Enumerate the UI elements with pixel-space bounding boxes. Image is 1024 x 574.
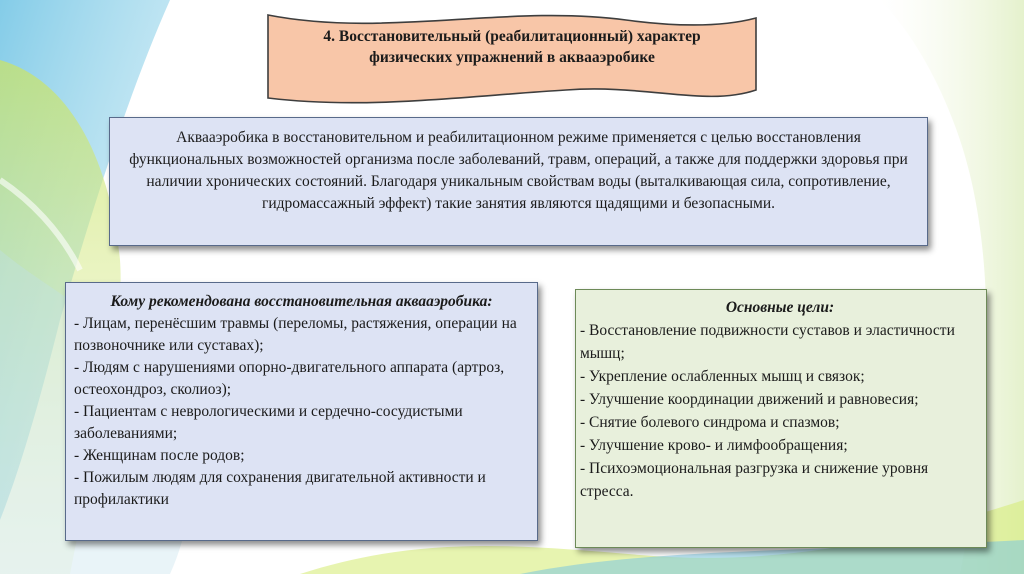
list-item: - Улучшение крово- и лимфообращения; [580,437,848,454]
list-item: - Пожилым людям для сохранения двигательной активности и профилактики [74,469,486,508]
list-item: - Снятие болевого синдрома и спазмов; [580,414,840,431]
list-item: - Улучшение координации движений и равновесия; [580,391,919,408]
goals-panel [575,289,987,548]
list-item: - Людям с нарушениями опорно-двигательного аппарата (артроз, остеохондроз, сколиоз); [74,359,505,398]
list-item: - Укрепление ослабленных мышц и связок; [580,368,865,385]
page-title: 4. Восстановительный (реабилитационный) характер физических упражнений в аквааэробике [323,28,701,66]
title-banner [266,12,758,110]
recommended-list [74,313,529,511]
list-item: - Пациентам с неврологическими и сердечно-сосудистыми заболеваниями; [74,403,463,442]
intro-panel [109,117,928,246]
intro-text: Аквааэробика в восстановительном и реабилитационном режиме применяется с целью восстановления функциональных возможностей организма после заболеваний, травм, операций, а также для поддержки здоровья при наличии хронических состояний. Благодаря уникальным свойствам воды (выталкивающая сила, сопротивление, гидромассажный эффект) такие занятия являются щадящими и безопасными. [129,129,908,212]
goals-heading: Основные цели: [725,299,835,316]
recommended-heading: Кому рекомендована восстановительная аквааэробика: [110,293,493,310]
list-item: - Восстановление подвижности суставов и эластичности мышц; [580,322,955,362]
goals-list [580,319,980,503]
list-item: - Психоэмоциональная разгрузка и снижение уровня стресса. [580,460,929,500]
list-item: - Лицам, перенёсшим травмы (переломы, растяжения, операции на позвоночнике или суставах); [74,315,517,354]
list-item: - Женщинам после родов; [74,447,245,464]
recommended-panel [65,282,538,541]
